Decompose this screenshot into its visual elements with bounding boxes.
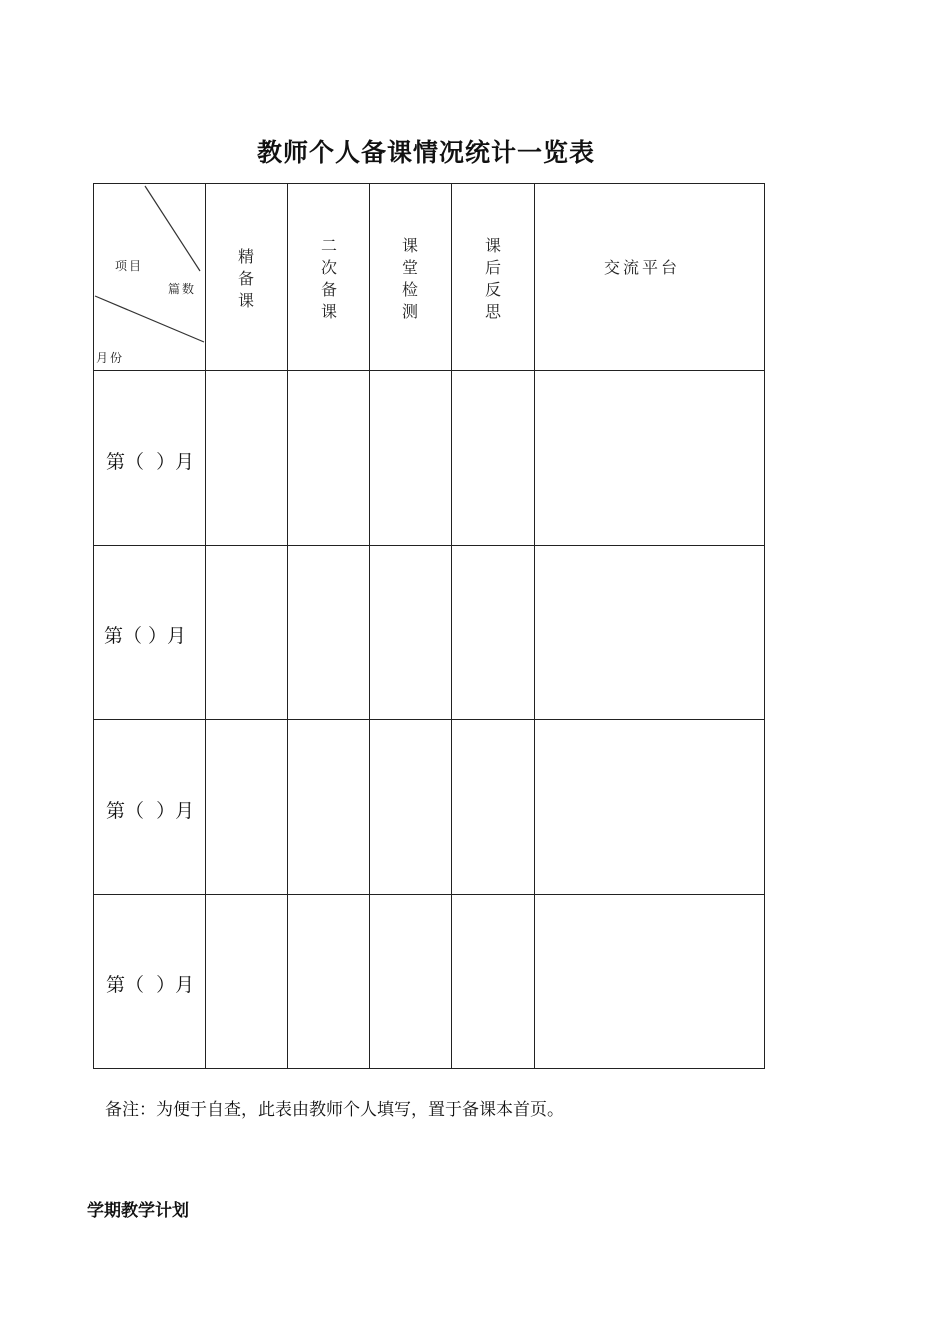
data-cell [370, 895, 452, 1069]
diagonal-line-upper [145, 186, 200, 271]
header-char: 备 [237, 269, 254, 288]
corner-diagonal-lines [93, 183, 206, 371]
header-char: 次 [320, 258, 337, 277]
data-cell [206, 895, 288, 1069]
header-char: 思 [484, 302, 501, 321]
row-label-month: 第（ ）月 [106, 974, 195, 996]
header-char: 堂 [401, 258, 418, 277]
data-cell [288, 720, 370, 895]
data-cell [288, 371, 370, 546]
data-cell [206, 371, 288, 546]
page-title: 教师个人备课情况统计一览表 [256, 138, 595, 167]
section-heading: 学期教学计划 [87, 1201, 189, 1221]
data-cell [370, 720, 452, 895]
header-char: 二 [320, 236, 337, 255]
header-char: 课 [320, 302, 337, 321]
data-cell [288, 546, 370, 720]
column-header-jiaoliupingtai: 交流平台 [604, 258, 681, 277]
corner-label-count: 篇数 [168, 282, 197, 296]
row-label-month: 第（ ）月 [106, 451, 195, 473]
diagonal-line-lower [95, 296, 204, 342]
footnote: 备注：为便于自查，此表由教师个人填写，置于备课本首页。 [105, 1100, 564, 1120]
data-cell [288, 895, 370, 1069]
row-label-month: 第（ ）月 [104, 625, 187, 647]
header-char: 检 [401, 280, 418, 299]
header-char: 课 [401, 236, 418, 255]
header-char: 后 [484, 258, 501, 277]
header-char: 课 [237, 291, 254, 310]
corner-label-item: 项目 [115, 259, 144, 273]
data-cell [452, 371, 535, 546]
corner-label-month: 月份 [96, 351, 125, 365]
header-char: 备 [320, 280, 337, 299]
header-char: 精 [237, 247, 254, 266]
data-cell [452, 720, 535, 895]
data-cell [206, 720, 288, 895]
data-cell [535, 895, 765, 1069]
header-char: 课 [484, 236, 501, 255]
data-cell [370, 371, 452, 546]
data-cell [370, 546, 452, 720]
data-cell [535, 371, 765, 546]
data-cell [535, 720, 765, 895]
data-cell [206, 546, 288, 720]
data-cell [452, 895, 535, 1069]
header-char: 反 [484, 280, 501, 299]
row-label-month: 第（ ）月 [106, 800, 195, 822]
data-cell [535, 546, 765, 720]
data-cell [452, 546, 535, 720]
header-char: 测 [401, 302, 418, 321]
